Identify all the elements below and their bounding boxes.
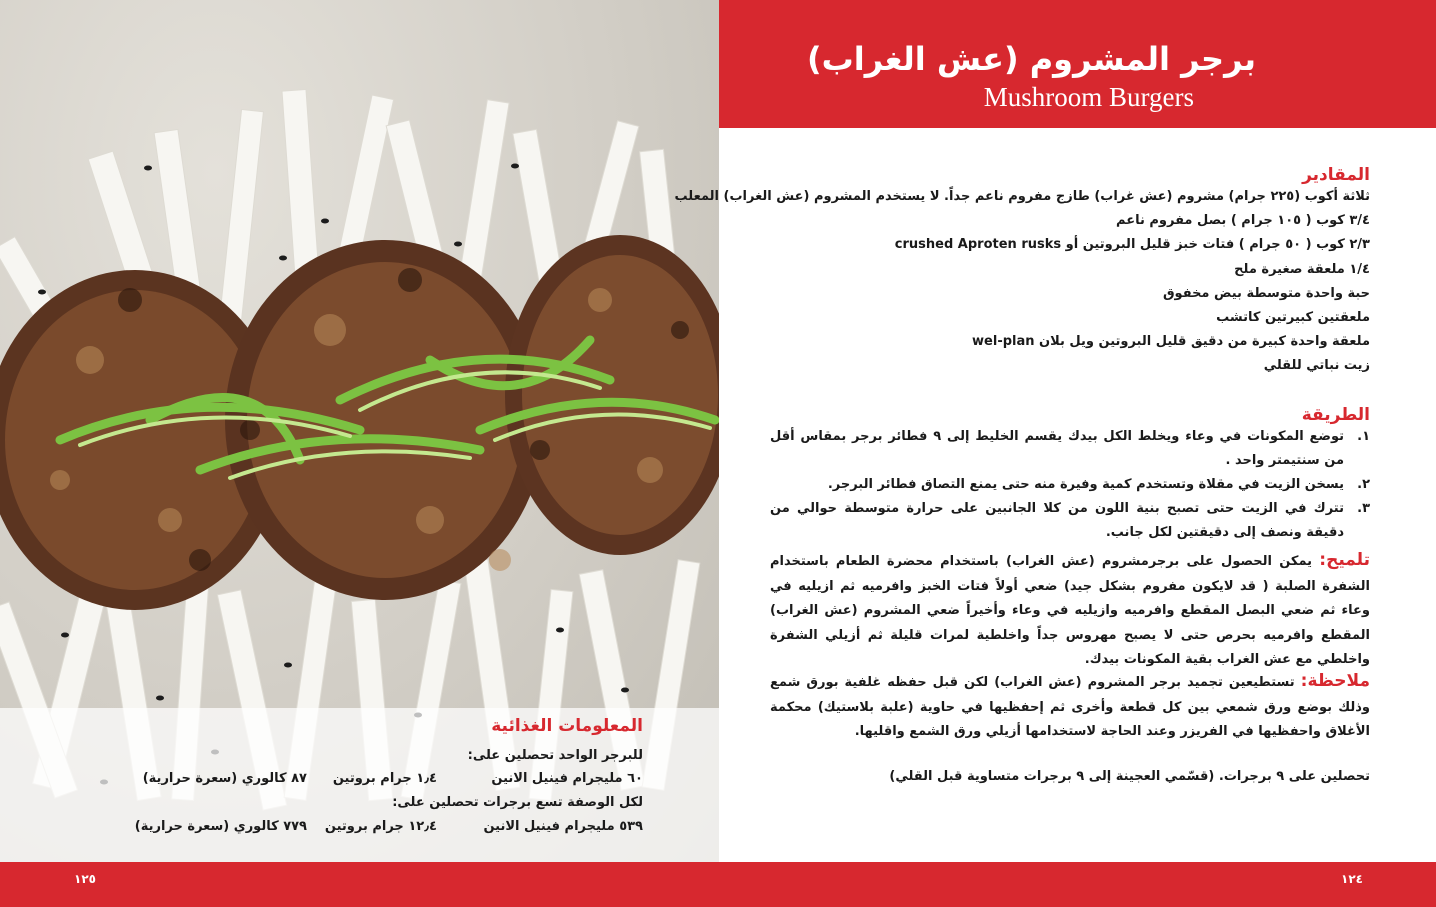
method-step <box>770 425 1370 473</box>
method-heading: الطريقة <box>1301 405 1370 425</box>
step-number: ١. <box>1357 429 1370 444</box>
step-number: ٢. <box>1357 477 1370 492</box>
per-burger-label: للبرجر الواحد تحصلين على: <box>467 748 643 763</box>
recipe-title-arabic: برجر المشروم (عش الغراب) <box>807 40 1256 78</box>
note-label: ملاحظة: <box>1300 671 1370 691</box>
note-text: تستطيعين تجميد برجر المشروم (عش الغراب) لكن قبل حفظه غلفية بورق شمع وذلك بوضع ورق شمعي بين كل قطعة وأخرى ثم إحفظيها في حاوية (علبة بلاستيك) محكمة الأغلاق واحفظيها في الفريزر وعند الحاجة لاستخدامها أزيلي ورق الشمع واقليها. <box>770 675 1370 739</box>
ingredient-item: ٢/٣ كوب ( ٥٠ جرام ) فتات خبز قليل البروتين أو crushed Aproten rusks <box>894 237 1370 253</box>
per-burger-phenylalanine: ٦٠ مليجرام فينيل الانين <box>491 771 643 786</box>
step-text: توضع المكونات في وعاء ويخلط الكل بيدك يقسم الخليط إلى ٩ فطائر برجر بمقاس أقل من سنتيمتر واحد . <box>770 429 1344 468</box>
per-burger-protein: ١٫٤ جرام بروتين <box>332 771 437 786</box>
ingredient-item: حبة واحدة متوسطة بيض مخفوق <box>1162 285 1370 301</box>
ingredient-item: ٣/٤ كوب ( ١٠٥ جرام ) بصل مفروم ناعم <box>1116 213 1370 229</box>
ingredient-item: ثلاثة أكوب (٢٢٥ جرام) مشروم (عش غراب) طازج مفروم ناعم جداً. لا يستخدم المشروم (عش الغراب) المعلب <box>674 189 1370 204</box>
food-photo <box>0 0 719 862</box>
method-steps <box>770 425 1370 545</box>
ingredient-item: ملعقة واحدة كبيرة من دقيق قليل البروتين ويل بلان wel-plan <box>972 334 1370 350</box>
nutrition-heading: المعلومات الغذائية <box>491 716 643 736</box>
step-text: تترك في الزيت حتى تصبح بنية اللون من كلا الجانبين على حرارة متوسطة حوالي من دقيقة ونصف إلى دقيقتين لكل جانب. <box>770 501 1344 540</box>
per-recipe-protein: ١٢٫٤ جرام بروتين <box>324 819 437 834</box>
page-number-right: ١٢٤ <box>1341 872 1363 886</box>
ingredients-heading: المقادير <box>1302 165 1370 185</box>
note-paragraph <box>770 669 1370 745</box>
per-burger-calories: ٨٧ كالوري (سعرة حرارية) <box>142 771 307 786</box>
ingredient-item: ١/٤ ملعقة صغيرة ملح <box>1234 261 1370 277</box>
per-recipe-calories: ٧٧٩ كالوري (سعرة حرارية) <box>134 819 307 834</box>
recipe-title-english: Mushroom Burgers <box>983 82 1194 112</box>
step-number: ٣. <box>1357 501 1370 516</box>
ingredient-item: ملعقتين كبيرتين كاتشب <box>1216 310 1370 326</box>
per-recipe-phenylalanine: ٥٣٩ مليجرام فينيل الانين <box>483 819 643 834</box>
method-step <box>770 473 1370 497</box>
tip-text: يمكن الحصول على برجرمشروم (عش الغراب) باستخدام محضرة الطعام باستخدام الشفرة الصلبة ( قد لايكون مفروم بشكل جيد) ضعي أولاً فتات الخبز وافرميه ثم ازيليه في وعاء ثم ضعي البصل المقطع وافرميه وازيليه في وعاء وأخيراً ضعي المشروم (عش الغراب) المقطع وافرميه بحرص حتى لا يصبح مهروس جداً واخلطية لمرات قليلة ثم أزيلي الشفرة واخلطي مع عش الغراب بقية المكونات بيدك. <box>770 554 1370 667</box>
page-number-left: ١٢٥ <box>74 872 96 886</box>
ingredients-section <box>674 165 1370 379</box>
per-recipe-label: لكل الوصفة تسع برجرات تحصلين على: <box>392 795 643 810</box>
nutrition-info-box <box>0 708 719 862</box>
tip-label: تلميح: <box>1319 550 1370 570</box>
footer-band <box>0 862 1436 907</box>
ingredients-list <box>674 185 1370 379</box>
ingredient-item: زيت نباتي للقلي <box>1263 358 1370 374</box>
method-step <box>770 497 1370 545</box>
method-section <box>770 405 1370 545</box>
tip-paragraph <box>770 548 1370 673</box>
title-banner <box>719 0 1436 128</box>
yield-text: تحصلين على ٩ برجرات. (قسّمي العجينة إلى ٩ برجرات متساوية قبل القلي) <box>889 769 1370 784</box>
step-text: يسخن الزيت في مقلاة وتستخدم كمية وفيرة منه حتى يمنع التصاق فطائر البرجر. <box>827 477 1344 492</box>
